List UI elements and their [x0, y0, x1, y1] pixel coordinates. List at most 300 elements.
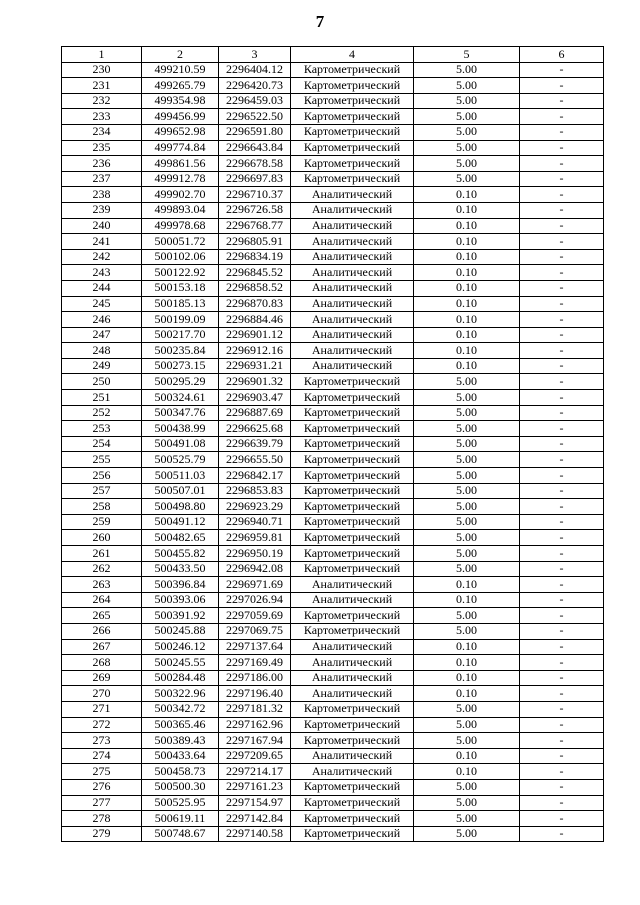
- table-cell: -: [520, 218, 604, 234]
- table-cell: -: [520, 655, 604, 671]
- table-cell: -: [520, 421, 604, 437]
- table-row: [62, 701, 604, 717]
- table-cell: Картометрический: [291, 811, 414, 827]
- table-cell: -: [520, 670, 604, 686]
- table-cell: -: [520, 452, 604, 468]
- table-cell: 2296842.17: [219, 468, 291, 484]
- table-cell: 500491.12: [142, 514, 219, 530]
- table-row: [62, 514, 604, 530]
- table-cell: Картометрический: [291, 561, 414, 577]
- table-cell: 2297209.65: [219, 748, 291, 764]
- table-cell: Картометрический: [291, 717, 414, 733]
- table-cell: -: [520, 795, 604, 811]
- table-cell: 261: [62, 546, 142, 562]
- table-cell: 2297169.49: [219, 655, 291, 671]
- table-cell: 262: [62, 561, 142, 577]
- table-cell: 245: [62, 296, 142, 312]
- table-cell: 257: [62, 483, 142, 499]
- table-cell: Аналитический: [291, 686, 414, 702]
- table-cell: 253: [62, 421, 142, 437]
- table-cell: 269: [62, 670, 142, 686]
- table-cell: -: [520, 826, 604, 842]
- table-cell: -: [520, 623, 604, 639]
- table-cell: Аналитический: [291, 187, 414, 203]
- table-cell: 500391.92: [142, 608, 219, 624]
- table-cell: 500491.08: [142, 436, 219, 452]
- table-cell: 500235.84: [142, 343, 219, 359]
- table-row: [62, 779, 604, 795]
- table-cell: Картометрический: [291, 436, 414, 452]
- table-cell: 2296522.50: [219, 109, 291, 125]
- table-cell: -: [520, 343, 604, 359]
- table-cell: 500273.15: [142, 358, 219, 374]
- table-cell: -: [520, 312, 604, 328]
- table-cell: 500245.55: [142, 655, 219, 671]
- table-row: [62, 748, 604, 764]
- table-cell: 2297196.40: [219, 686, 291, 702]
- table-cell: -: [520, 514, 604, 530]
- table-cell: Картометрический: [291, 93, 414, 109]
- table-cell: -: [520, 811, 604, 827]
- table-cell: 500217.70: [142, 327, 219, 343]
- table-cell: Картометрический: [291, 421, 414, 437]
- table-cell: 499861.56: [142, 156, 219, 172]
- table-row: [62, 452, 604, 468]
- table-cell: 2296942.08: [219, 561, 291, 577]
- table-cell: 249: [62, 358, 142, 374]
- column-header: 4: [291, 47, 414, 63]
- table-row: [62, 499, 604, 515]
- table-row: [62, 717, 604, 733]
- table-cell: 231: [62, 78, 142, 94]
- table-cell: 230: [62, 62, 142, 78]
- table-row: [62, 312, 604, 328]
- table-cell: Картометрический: [291, 623, 414, 639]
- table-cell: 2296887.69: [219, 405, 291, 421]
- column-header: 2: [142, 47, 219, 63]
- table-cell: 500433.50: [142, 561, 219, 577]
- table-cell: 0.10: [414, 296, 520, 312]
- table-cell: Картометрический: [291, 374, 414, 390]
- table-row: [62, 561, 604, 577]
- table-cell: 500525.95: [142, 795, 219, 811]
- table-row: [62, 483, 604, 499]
- table-cell: -: [520, 358, 604, 374]
- table-row: [62, 156, 604, 172]
- table-cell: 499893.04: [142, 202, 219, 218]
- table-cell: 273: [62, 733, 142, 749]
- table-cell: 500507.01: [142, 483, 219, 499]
- table-cell: 500245.88: [142, 623, 219, 639]
- table-cell: 252: [62, 405, 142, 421]
- table-cell: 500102.06: [142, 249, 219, 265]
- table-cell: 0.10: [414, 764, 520, 780]
- table-cell: 2297186.00: [219, 670, 291, 686]
- table-cell: 2296901.32: [219, 374, 291, 390]
- table-row: [62, 795, 604, 811]
- table-cell: Аналитический: [291, 296, 414, 312]
- table-cell: 5.00: [414, 826, 520, 842]
- table-cell: 0.10: [414, 218, 520, 234]
- table-cell: -: [520, 764, 604, 780]
- table-cell: Картометрический: [291, 62, 414, 78]
- table-cell: 2296858.52: [219, 280, 291, 296]
- table-cell: Картометрический: [291, 546, 414, 562]
- table-cell: 2296678.58: [219, 156, 291, 172]
- table-cell: Картометрический: [291, 701, 414, 717]
- table-cell: -: [520, 405, 604, 421]
- table-row: [62, 124, 604, 140]
- table-cell: 5.00: [414, 795, 520, 811]
- table-cell: 2296726.58: [219, 202, 291, 218]
- table-cell: Аналитический: [291, 280, 414, 296]
- table-cell: 5.00: [414, 608, 520, 624]
- table-cell: Аналитический: [291, 577, 414, 593]
- table-cell: 500393.06: [142, 592, 219, 608]
- column-header: 5: [414, 47, 520, 63]
- table-cell: Картометрический: [291, 109, 414, 125]
- table-cell: 499265.79: [142, 78, 219, 94]
- table-cell: -: [520, 265, 604, 281]
- table-cell: Картометрический: [291, 156, 414, 172]
- table-cell: 0.10: [414, 249, 520, 265]
- table-cell: 499652.98: [142, 124, 219, 140]
- table-cell: 500511.03: [142, 468, 219, 484]
- table-row: [62, 93, 604, 109]
- table-cell: 500748.67: [142, 826, 219, 842]
- table-cell: 2296768.77: [219, 218, 291, 234]
- table-cell: 499912.78: [142, 171, 219, 187]
- table-cell: 2297069.75: [219, 623, 291, 639]
- table-row: [62, 296, 604, 312]
- table-cell: 5.00: [414, 701, 520, 717]
- table-cell: 2296884.46: [219, 312, 291, 328]
- table-cell: Аналитический: [291, 343, 414, 359]
- table-cell: 264: [62, 592, 142, 608]
- table-cell: -: [520, 717, 604, 733]
- table-cell: Картометрический: [291, 530, 414, 546]
- table-cell: 500482.65: [142, 530, 219, 546]
- table-cell: 0.10: [414, 343, 520, 359]
- table-cell: 5.00: [414, 62, 520, 78]
- column-header: 3: [219, 47, 291, 63]
- table-cell: 2297154.97: [219, 795, 291, 811]
- table-cell: -: [520, 62, 604, 78]
- table-cell: 500458.73: [142, 764, 219, 780]
- table-cell: -: [520, 483, 604, 499]
- table-cell: 500525.79: [142, 452, 219, 468]
- table-cell: 499774.84: [142, 140, 219, 156]
- table-cell: -: [520, 592, 604, 608]
- table-cell: 2296923.29: [219, 499, 291, 515]
- table-cell: 0.10: [414, 592, 520, 608]
- table-row: [62, 670, 604, 686]
- table-cell: 235: [62, 140, 142, 156]
- table-cell: Картометрический: [291, 779, 414, 795]
- table-cell: Картометрический: [291, 826, 414, 842]
- table-cell: Картометрический: [291, 78, 414, 94]
- table-row: [62, 405, 604, 421]
- table-cell: -: [520, 171, 604, 187]
- table-cell: 499902.70: [142, 187, 219, 203]
- table-row: [62, 390, 604, 406]
- table-cell: 246: [62, 312, 142, 328]
- table-cell: 5.00: [414, 124, 520, 140]
- table-cell: 0.10: [414, 280, 520, 296]
- table-cell: 5.00: [414, 374, 520, 390]
- table-cell: 265: [62, 608, 142, 624]
- page-number: 7: [315, 12, 325, 31]
- table-row: [62, 343, 604, 359]
- table-cell: 248: [62, 343, 142, 359]
- table-cell: 500199.09: [142, 312, 219, 328]
- table-cell: 2296459.03: [219, 93, 291, 109]
- table-cell: 242: [62, 249, 142, 265]
- table-cell: Картометрический: [291, 171, 414, 187]
- table-cell: 2297059.69: [219, 608, 291, 624]
- table-cell: 250: [62, 374, 142, 390]
- table-cell: -: [520, 530, 604, 546]
- table-cell: 0.10: [414, 577, 520, 593]
- table-cell: -: [520, 779, 604, 795]
- table-cell: Аналитический: [291, 234, 414, 250]
- table-cell: 0.10: [414, 686, 520, 702]
- table-cell: -: [520, 686, 604, 702]
- table-cell: 2297162.96: [219, 717, 291, 733]
- table-cell: 239: [62, 202, 142, 218]
- table-cell: -: [520, 639, 604, 655]
- table-cell: 0.10: [414, 358, 520, 374]
- table-cell: 500438.99: [142, 421, 219, 437]
- table-row: [62, 327, 604, 343]
- table-cell: 278: [62, 811, 142, 827]
- table-cell: 236: [62, 156, 142, 172]
- table-cell: 0.10: [414, 187, 520, 203]
- table-cell: -: [520, 124, 604, 140]
- table-row: [62, 826, 604, 842]
- table-cell: 5.00: [414, 623, 520, 639]
- table-cell: 2297161.23: [219, 779, 291, 795]
- table-cell: 272: [62, 717, 142, 733]
- table-cell: 5.00: [414, 733, 520, 749]
- table-cell: 256: [62, 468, 142, 484]
- table-cell: 0.10: [414, 670, 520, 686]
- table-cell: 2296710.37: [219, 187, 291, 203]
- table-cell: 277: [62, 795, 142, 811]
- table-cell: 234: [62, 124, 142, 140]
- table-cell: 5.00: [414, 390, 520, 406]
- table-cell: Картометрический: [291, 124, 414, 140]
- table-cell: 2296971.69: [219, 577, 291, 593]
- table-cell: Аналитический: [291, 202, 414, 218]
- column-header: 1: [62, 47, 142, 63]
- table-cell: -: [520, 748, 604, 764]
- table-cell: 5.00: [414, 109, 520, 125]
- table-cell: 0.10: [414, 639, 520, 655]
- table-cell: 2296959.81: [219, 530, 291, 546]
- table-cell: 2296950.19: [219, 546, 291, 562]
- table-cell: 500295.29: [142, 374, 219, 390]
- table-cell: 500185.13: [142, 296, 219, 312]
- table-row: [62, 608, 604, 624]
- table-row: [62, 436, 604, 452]
- table-cell: 2297142.84: [219, 811, 291, 827]
- table-row: [62, 468, 604, 484]
- table-cell: 0.10: [414, 748, 520, 764]
- table-cell: Картометрический: [291, 405, 414, 421]
- table-cell: 268: [62, 655, 142, 671]
- table-cell: Картометрический: [291, 390, 414, 406]
- table-cell: Аналитический: [291, 748, 414, 764]
- table-cell: -: [520, 140, 604, 156]
- table-cell: 2297137.64: [219, 639, 291, 655]
- table-cell: 267: [62, 639, 142, 655]
- table-row: [62, 62, 604, 78]
- table-cell: Картометрический: [291, 499, 414, 515]
- table-cell: Аналитический: [291, 592, 414, 608]
- table-cell: -: [520, 187, 604, 203]
- table-cell: 2296639.79: [219, 436, 291, 452]
- table-cell: Картометрический: [291, 140, 414, 156]
- table-cell: -: [520, 280, 604, 296]
- table-cell: 500324.61: [142, 390, 219, 406]
- table-row: [62, 171, 604, 187]
- table-cell: 0.10: [414, 202, 520, 218]
- table-cell: 0.10: [414, 265, 520, 281]
- table-cell: 5.00: [414, 78, 520, 94]
- table-cell: Картометрический: [291, 468, 414, 484]
- table-row: [62, 202, 604, 218]
- table-cell: -: [520, 156, 604, 172]
- table-row: [62, 218, 604, 234]
- table-cell: 255: [62, 452, 142, 468]
- table-cell: 2296420.73: [219, 78, 291, 94]
- table-cell: 0.10: [414, 655, 520, 671]
- table-cell: 499978.68: [142, 218, 219, 234]
- table-cell: 240: [62, 218, 142, 234]
- table-cell: -: [520, 93, 604, 109]
- table-cell: 5.00: [414, 140, 520, 156]
- table-cell: Картометрический: [291, 452, 414, 468]
- coordinates-table: [61, 46, 604, 842]
- table-cell: 232: [62, 93, 142, 109]
- table-row: [62, 421, 604, 437]
- table-cell: 500284.48: [142, 670, 219, 686]
- table-cell: -: [520, 701, 604, 717]
- table-cell: 2296853.83: [219, 483, 291, 499]
- table-cell: 2296845.52: [219, 265, 291, 281]
- table-cell: 5.00: [414, 93, 520, 109]
- table-cell: 500619.11: [142, 811, 219, 827]
- table-cell: 0.10: [414, 234, 520, 250]
- table-cell: 241: [62, 234, 142, 250]
- table-cell: -: [520, 499, 604, 515]
- table-cell: 5.00: [414, 436, 520, 452]
- table-cell: Аналитический: [291, 249, 414, 265]
- table-cell: Аналитический: [291, 639, 414, 655]
- table-cell: 5.00: [414, 561, 520, 577]
- table-cell: 5.00: [414, 546, 520, 562]
- table-cell: 0.10: [414, 327, 520, 343]
- table-cell: 0.10: [414, 312, 520, 328]
- table-cell: -: [520, 608, 604, 624]
- table-cell: 238: [62, 187, 142, 203]
- table-cell: 5.00: [414, 483, 520, 499]
- table-cell: 499354.98: [142, 93, 219, 109]
- table-cell: 5.00: [414, 779, 520, 795]
- table-cell: -: [520, 296, 604, 312]
- table-cell: 259: [62, 514, 142, 530]
- table-cell: 500396.84: [142, 577, 219, 593]
- table-cell: -: [520, 468, 604, 484]
- table-cell: Картометрический: [291, 514, 414, 530]
- table-cell: -: [520, 109, 604, 125]
- table-cell: -: [520, 202, 604, 218]
- table-cell: 5.00: [414, 421, 520, 437]
- table-cell: 2296931.21: [219, 358, 291, 374]
- table-cell: 263: [62, 577, 142, 593]
- table-row: [62, 686, 604, 702]
- table-cell: 500433.64: [142, 748, 219, 764]
- table-cell: 275: [62, 764, 142, 780]
- table-cell: 5.00: [414, 717, 520, 733]
- table-row: [62, 577, 604, 593]
- table-cell: 260: [62, 530, 142, 546]
- table-cell: 2296805.91: [219, 234, 291, 250]
- table-cell: 2297026.94: [219, 592, 291, 608]
- table-cell: -: [520, 327, 604, 343]
- table-row: [62, 140, 604, 156]
- table-cell: 251: [62, 390, 142, 406]
- table-cell: 500389.43: [142, 733, 219, 749]
- table-cell: 276: [62, 779, 142, 795]
- table-row: [62, 592, 604, 608]
- table-cell: 499456.99: [142, 109, 219, 125]
- table-cell: 247: [62, 327, 142, 343]
- table-cell: Аналитический: [291, 655, 414, 671]
- table-cell: 279: [62, 826, 142, 842]
- table-cell: -: [520, 561, 604, 577]
- table-cell: Картометрический: [291, 733, 414, 749]
- table-cell: 5.00: [414, 468, 520, 484]
- table-cell: 270: [62, 686, 142, 702]
- table-cell: 2296625.68: [219, 421, 291, 437]
- table-cell: 271: [62, 701, 142, 717]
- table-cell: 2296697.83: [219, 171, 291, 187]
- table-cell: 2296655.50: [219, 452, 291, 468]
- table-cell: 500455.82: [142, 546, 219, 562]
- table-cell: 254: [62, 436, 142, 452]
- table-cell: 2296643.84: [219, 140, 291, 156]
- table-row: [62, 623, 604, 639]
- table-cell: -: [520, 234, 604, 250]
- table-cell: 500342.72: [142, 701, 219, 717]
- table-cell: 5.00: [414, 405, 520, 421]
- table-cell: Картометрический: [291, 795, 414, 811]
- table-row: [62, 358, 604, 374]
- table-cell: 5.00: [414, 514, 520, 530]
- table-cell: 2297140.58: [219, 826, 291, 842]
- table-cell: 2296912.16: [219, 343, 291, 359]
- table-cell: Картометрический: [291, 483, 414, 499]
- table-cell: -: [520, 78, 604, 94]
- table-cell: Аналитический: [291, 327, 414, 343]
- table-cell: Аналитический: [291, 265, 414, 281]
- table-cell: 500246.12: [142, 639, 219, 655]
- table-cell: -: [520, 390, 604, 406]
- table-cell: 244: [62, 280, 142, 296]
- table-cell: 243: [62, 265, 142, 281]
